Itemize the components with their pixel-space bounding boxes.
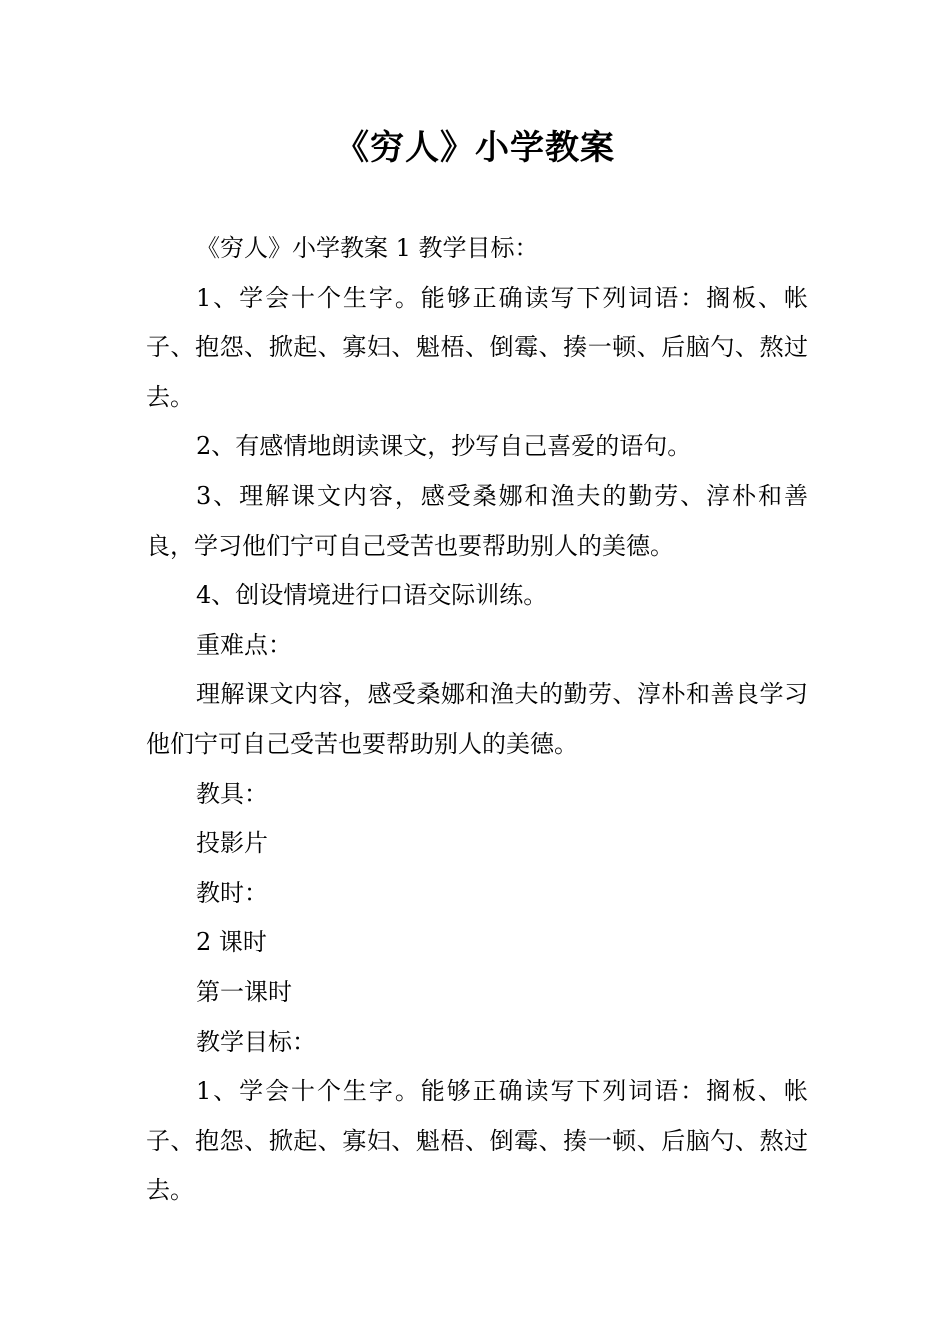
paragraph-goal-3: 3、理解课文内容，感受桑娜和渔夫的勤劳、淳朴和善良，学习他们宁可自己受苦也要帮助别人的美德。 [146, 481, 808, 560]
heading-key-points: 重难点： [196, 630, 292, 659]
paragraph-key-points: 理解课文内容，感受桑娜和渔夫的勤劳、淳朴和善良学习他们宁可自己受苦也要帮助别人的美德。 [146, 680, 808, 758]
heading-first-lesson: 第一课时 [196, 977, 292, 1006]
document-title: 《穷人》小学教案 [335, 128, 615, 168]
heading-class-hours: 教时： [196, 878, 268, 907]
heading-teaching-aids: 教具： [196, 779, 268, 808]
paragraph-teaching-aids: 投影片 [196, 829, 268, 858]
paragraph-goal-4: 4、创设情境进行口语交际训练。 [196, 581, 548, 610]
paragraph-class-hours: 2 课时 [196, 928, 267, 957]
paragraph-lesson-goal-1: 1、学会十个生字。能够正确读写下列词语：搁板、帐子、抱怨、掀起、寡妇、魁梧、倒霉、揍一顿、后脑勺、熬过去。 [146, 1077, 808, 1205]
heading-lesson-goals: 教学目标： [196, 1027, 316, 1056]
paragraph-goal-1: 1、学会十个生字。能够正确读写下列词语：搁板、帐子、抱怨、掀起、寡妇、魁梧、倒霉、揍一顿、后脑勺、熬过去。 [146, 283, 808, 411]
paragraph-intro: 《穷人》小学教案 1 教学目标： [196, 234, 539, 262]
paragraph-goal-2: 2、有感情地朗读课文，抄写自己喜爱的语句。 [196, 432, 692, 461]
document-body [146, 224, 808, 1216]
